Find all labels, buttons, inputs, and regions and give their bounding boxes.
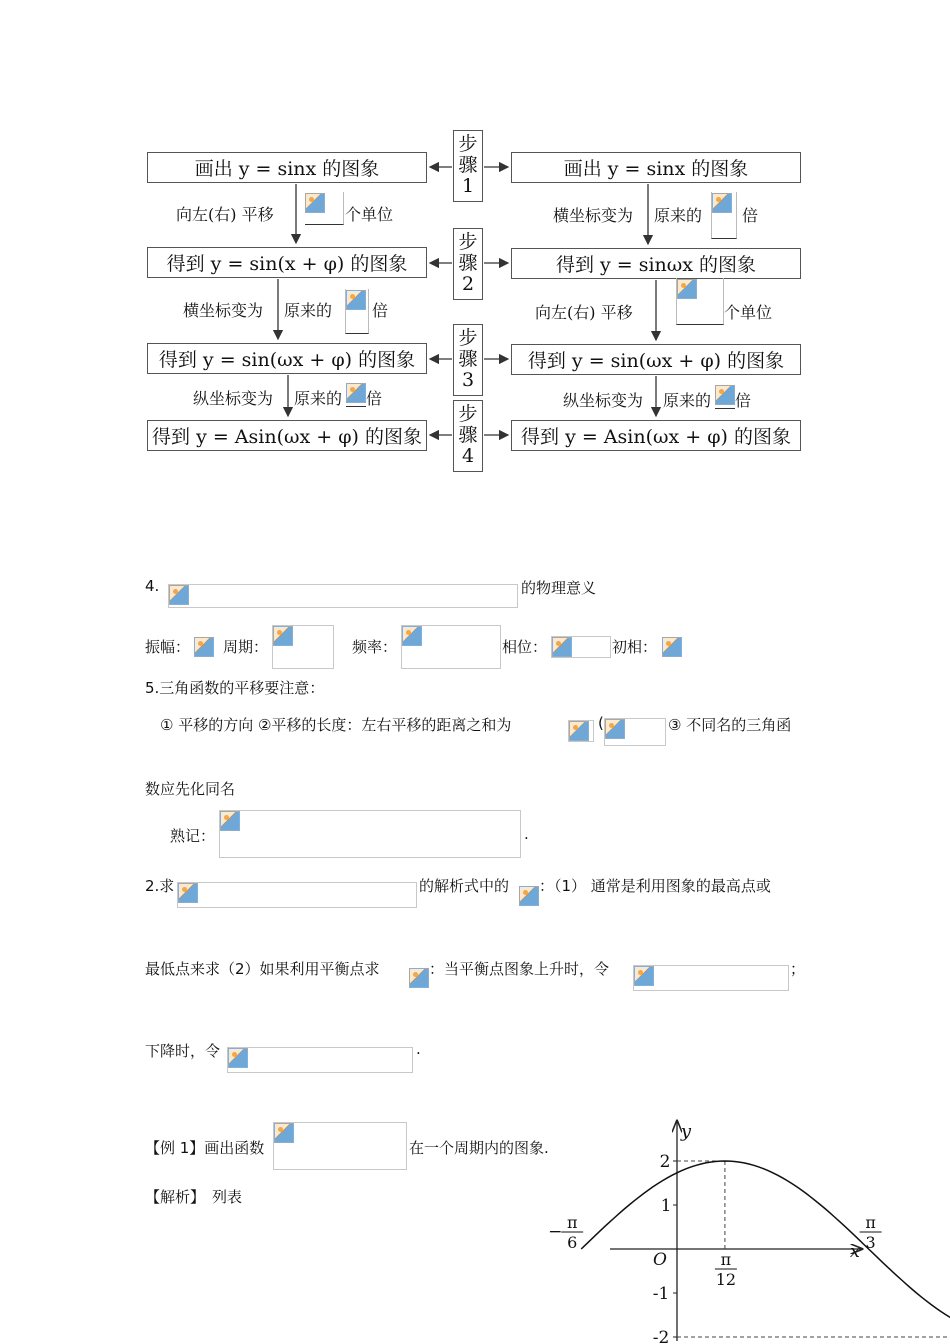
item4-number: 4. (145, 577, 160, 595)
step-number: 2 (461, 273, 475, 295)
x-tick-label (715, 1250, 737, 1289)
item5-heading: 5.三角函数的平移要注意： (145, 679, 325, 697)
x-tick-label (860, 1213, 882, 1252)
item2-image-a (177, 882, 417, 908)
image-placeholder-icon (178, 883, 198, 903)
left-box-4: 得到 y = Asin(ωx + φ) 的图象 (147, 420, 427, 451)
item2-line2b: ：当平衡点图象上升时，令 (429, 960, 610, 978)
step-char-a: 步 (458, 231, 478, 253)
image-placeholder-icon (402, 626, 422, 646)
right-label-2-blank (676, 278, 724, 325)
image-placeholder-icon (712, 193, 732, 213)
shuji-image (219, 810, 521, 858)
label-pre: 向左(右) 平移 (176, 205, 274, 224)
y-tick-label: 1 (660, 1196, 672, 1216)
y-tick-label: -2 (652, 1328, 670, 1344)
step-char-b: 骤 (458, 424, 478, 446)
x-tick-label (548, 1213, 583, 1252)
flow-arrows (0, 0, 950, 500)
right-label-3-pre: 纵坐标变为 (563, 391, 644, 410)
analysis-label: 【解析】 (145, 1188, 206, 1206)
example-function-image (273, 1122, 407, 1170)
left-label-2-mid: 原来的 (284, 301, 333, 320)
step-number: 4 (461, 445, 475, 467)
frac-num: π (865, 1213, 876, 1232)
left-label-3-mid: 原来的 (294, 389, 343, 408)
frac-num: π (566, 1213, 578, 1232)
right-box-3: 得到 y = sin(ωx + φ) 的图象 (511, 344, 801, 375)
item2-image-b (519, 886, 539, 906)
shuji-dot: . (524, 825, 529, 843)
left-label-3-pre: 纵坐标变为 (193, 389, 274, 408)
step-number: 1 (461, 175, 475, 197)
shuji-label: 熟记： (170, 827, 216, 845)
step-char-a: 步 (458, 327, 478, 349)
image-placeholder-icon (220, 811, 240, 831)
image-placeholder-icon (634, 966, 654, 986)
item5-line1: ① 平移的方向 ②平移的长度：左右平移的距离之和为 (160, 716, 512, 734)
left-label-1-post: 个单位 (345, 205, 394, 224)
image-placeholder-icon (519, 886, 539, 906)
image-placeholder-icon (552, 637, 572, 657)
left-box-2: 得到 y = sin(x + φ) 的图象 (147, 247, 427, 278)
left-label-3-blank (346, 382, 366, 407)
image-placeholder-icon (662, 637, 682, 657)
left-label-2-post: 倍 (372, 301, 389, 320)
step-char-a: 步 (458, 133, 478, 155)
sine-graph (548, 1115, 876, 1344)
right-label-1-mid: 原来的 (654, 206, 703, 225)
image-placeholder-icon (274, 1123, 294, 1143)
right-label-3-blank (715, 384, 735, 409)
left-label-2-blank (345, 289, 369, 334)
analysis-text: 列表 (212, 1188, 243, 1206)
origin-label: O (653, 1250, 667, 1270)
y-axis-label: y (680, 1121, 692, 1142)
left-label-1 (176, 202, 290, 225)
right-label-2-post: 个单位 (724, 303, 773, 322)
item2-tail: ：（1） 通常是利用图象的最高点或 (539, 877, 771, 895)
image-placeholder-icon (346, 383, 366, 403)
image-placeholder-icon (273, 626, 293, 646)
item5-paren: ( (598, 714, 604, 732)
image-placeholder-icon (228, 1048, 248, 1068)
item4-tail: 的物理意义 (521, 579, 597, 597)
left-label-2-pre: 横坐标变为 (183, 301, 264, 320)
item2-semicolon: ； (790, 960, 806, 978)
item2-mid: 的解析式中的 (419, 877, 510, 895)
right-label-1-pre: 横坐标变为 (553, 206, 634, 225)
image-placeholder-icon (715, 385, 735, 405)
amplitude-label: 振幅： (145, 638, 191, 656)
item5-image-b (604, 718, 666, 746)
right-label-1-blank (711, 192, 737, 239)
left-label-3-post: 倍 (366, 389, 383, 408)
step-char-b: 骤 (458, 348, 478, 370)
left-label-1-blank (305, 192, 344, 225)
image-placeholder-icon (346, 290, 366, 310)
phase-label: 相位： (502, 638, 548, 656)
item4-formula-image (168, 584, 518, 608)
y-tick-label: 2 (659, 1152, 671, 1172)
minus-sign: − (548, 1222, 563, 1242)
frequency-image (401, 625, 501, 669)
y-tick-label: -1 (652, 1284, 670, 1304)
right-box-2: 得到 y = sinωx 的图象 (511, 248, 801, 279)
x-axis-label: x (849, 1241, 861, 1262)
item2-number: 2.求 (145, 877, 175, 895)
item2-image-c (409, 968, 429, 988)
image-placeholder-icon (605, 719, 625, 739)
frac-den: 12 (715, 1270, 737, 1289)
right-label-1-post: 倍 (742, 206, 759, 225)
initial-phase-image (662, 637, 682, 657)
image-placeholder-icon (169, 585, 189, 605)
image-placeholder-icon (305, 193, 325, 213)
example-tail: 在一个周期内的图象. (409, 1139, 549, 1157)
item2-line2a: 最低点来求（2）如果利用平衡点求 (145, 960, 380, 978)
image-placeholder-icon (409, 968, 429, 988)
right-box-1: 画出 y = sinx 的图象 (511, 152, 801, 183)
left-box-3: 得到 y = sin(ωx + φ) 的图象 (147, 343, 427, 374)
step-char-a: 步 (458, 403, 478, 425)
step-char-b: 骤 (458, 252, 478, 274)
item2-dot: . (416, 1040, 421, 1058)
image-placeholder-icon (677, 279, 697, 299)
right-label-3-mid: 原来的 (663, 391, 712, 410)
item2-image-d (633, 965, 789, 991)
item5-line2: 数应先化同名 (145, 780, 236, 798)
item5-tail: ③ 不同名的三角函 (668, 716, 792, 734)
right-label-2-pre: 向左(右) 平移 (535, 303, 633, 322)
period-image (272, 625, 334, 669)
frac-num: π (720, 1250, 732, 1269)
image-placeholder-icon (194, 637, 214, 657)
left-box-1: 画出 y = sinx 的图象 (147, 152, 427, 183)
right-box-4: 得到 y = Asin(ωx + φ) 的图象 (511, 420, 801, 451)
step-number: 3 (461, 369, 475, 391)
amplitude-image (194, 637, 214, 657)
graph-axes (610, 1121, 862, 1341)
image-placeholder-icon (569, 721, 589, 741)
frequency-label: 频率： (352, 638, 398, 656)
item2-line3: 下降时，令 (145, 1042, 221, 1060)
example-label: 【例 1】画出函数 (145, 1139, 265, 1157)
frac-den: 3 (865, 1233, 876, 1252)
phase-image (551, 636, 611, 658)
step-char-b: 骤 (458, 154, 478, 176)
period-label: 周期： (223, 638, 269, 656)
item5-image-a (568, 720, 594, 742)
frac-den: 6 (567, 1233, 578, 1252)
right-label-3-post: 倍 (735, 391, 752, 410)
graph-labels (548, 1121, 950, 1344)
initial-phase-label: 初相： (612, 638, 658, 656)
item2-image-e (227, 1047, 413, 1073)
